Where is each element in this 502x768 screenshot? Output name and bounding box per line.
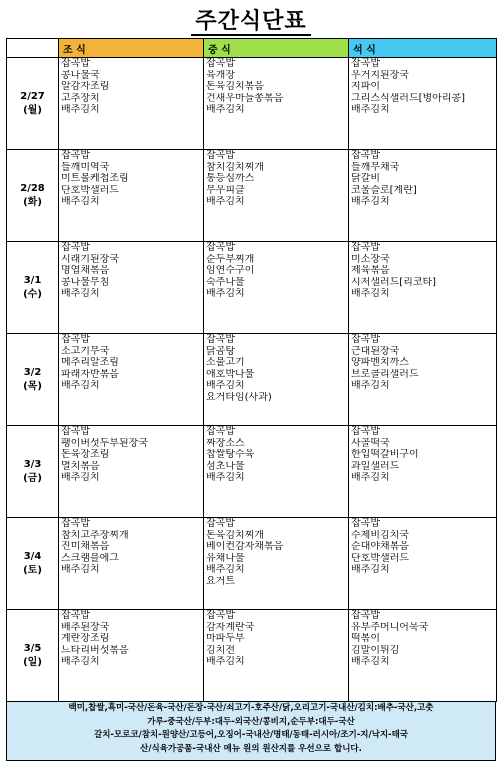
menu-item: 잡곡밥 xyxy=(61,242,90,253)
dinner-cell xyxy=(349,334,497,426)
menu-item: 배추김치 xyxy=(206,656,245,667)
breakfast-cell xyxy=(59,58,204,150)
menu-item: 콩나물무침 xyxy=(61,276,110,288)
menu-item: 잡곡밥 xyxy=(206,58,235,69)
day-weekday: (화) xyxy=(23,196,42,208)
header-dinner: 석 식 xyxy=(349,39,497,58)
day-weekday: (목) xyxy=(23,380,42,392)
menu-item: 소불고기 xyxy=(206,357,245,368)
menu-item: 참치김치찌개 xyxy=(206,161,264,173)
menu-item: 단호박샐러드 xyxy=(351,552,409,564)
breakfast-cell xyxy=(59,426,204,518)
menu-item: 양파멘치까스 xyxy=(351,357,409,368)
menu-item: 배추김치 xyxy=(206,196,245,207)
menu-item: 잡곡밥 xyxy=(351,150,380,161)
day-cell xyxy=(7,150,59,242)
dinner-cell xyxy=(349,150,497,242)
menu-item: 사골떡국 xyxy=(351,437,390,449)
menu-item: 배추김치 xyxy=(351,472,390,483)
page-title: 주간식단표 xyxy=(0,4,502,35)
day-cell xyxy=(7,426,59,518)
menu-item: 배추김치 xyxy=(351,656,390,667)
menu-item: 임연수구이 xyxy=(206,265,255,276)
lunch-cell xyxy=(204,334,349,426)
day-row xyxy=(7,518,497,610)
menu-item: 명엽채볶음 xyxy=(61,265,110,276)
menu-item: 배추김치 xyxy=(206,472,245,483)
menu-item: 배추김치 xyxy=(61,104,100,115)
menu-item: 잡곡밥 xyxy=(206,242,235,253)
menu-item: 잡곡밥 xyxy=(61,610,90,621)
menu-item: 수제비김치국 xyxy=(351,529,409,541)
menu-item: 숙주나물 xyxy=(206,276,245,288)
breakfast-cell xyxy=(59,610,204,702)
menu-item: 건새우마늘쫑볶음 xyxy=(206,92,284,104)
dinner-cell xyxy=(349,518,497,610)
menu-item: 콩나물국 xyxy=(61,69,100,81)
lunch-cell xyxy=(204,610,349,702)
menu-item: 잡곡밥 xyxy=(61,334,90,345)
day-date: 3/3 xyxy=(23,458,42,470)
lunch-cell xyxy=(204,58,349,150)
menu-item: 순두부찌개 xyxy=(206,253,255,265)
menu-item: 배추김치 xyxy=(206,564,245,575)
day-weekday: (수) xyxy=(23,288,42,300)
breakfast-cell xyxy=(59,242,204,334)
menu-item: 통등심까스 xyxy=(206,173,255,184)
menu-item: 배추김치 xyxy=(206,288,245,299)
menu-item: 코울슬로[계란] xyxy=(351,184,417,196)
menu-item: 근대된장국 xyxy=(351,345,400,357)
header-breakfast: 조 식 xyxy=(59,39,204,58)
menu-item: 요거트 xyxy=(206,575,235,587)
menu-item: 육개장 xyxy=(206,69,235,81)
menu-item: 닭갈비 xyxy=(351,173,380,184)
menu-item: 시래기된장국 xyxy=(61,253,119,265)
menu-item: 잡곡밥 xyxy=(206,518,235,529)
menu-item: 배추김치 xyxy=(61,564,100,575)
menu-item: 잡곡밥 xyxy=(61,150,90,161)
menu-item: 배추김치 xyxy=(351,380,390,391)
menu-item: 잡곡밥 xyxy=(351,426,380,437)
day-date: 3/4 xyxy=(23,550,42,562)
day-date: 3/1 xyxy=(23,274,42,286)
menu-item: 순대야채볶음 xyxy=(351,541,409,552)
day-cell xyxy=(7,242,59,334)
menu-item: 요거타임(사과) xyxy=(206,391,272,403)
day-weekday: (월) xyxy=(23,104,42,116)
menu-item: 돈육김치찌개 xyxy=(206,529,264,541)
menu-item: 돈육김치볶음 xyxy=(206,81,264,92)
menu-item: 감자계란국 xyxy=(206,621,255,633)
menu-item: 배추김치 xyxy=(61,380,100,391)
origin-line: 가루-중국산/두부:대두-외국산/콩비지,순두부:대두-국산 xyxy=(147,716,355,727)
menu-item: 유부주머니어묵국 xyxy=(351,621,429,633)
corner-cell xyxy=(7,39,59,58)
menu-item: 계란장조림 xyxy=(61,633,110,644)
menu-item: 들깨미역국 xyxy=(61,161,110,173)
menu-item: 배추김치 xyxy=(351,196,390,207)
menu-item: 무우피클 xyxy=(206,184,245,196)
day-row xyxy=(7,58,497,150)
day-cell xyxy=(7,58,59,150)
menu-item: 배추김치 xyxy=(351,104,390,115)
menu-item: 배추김치 xyxy=(61,472,100,483)
day-row xyxy=(7,150,497,242)
day-row xyxy=(7,334,497,426)
menu-item: 배추김치 xyxy=(206,380,245,391)
menu-item: 한입떡갈비구이 xyxy=(351,449,419,460)
menu-item: 우거지된장국 xyxy=(351,69,409,81)
origin-line: 백미,찹쌀,흑미-국산/돈육-국산/돈장-국산/쇠고기-호주산/닭,오리고기-국내산/김치:배추-국산,고춧 xyxy=(68,703,434,713)
menu-item: 김치전 xyxy=(206,644,235,656)
menu-item: 느타리버섯볶음 xyxy=(61,644,129,656)
day-weekday: (일) xyxy=(23,656,42,668)
menu-item: 단호박샐러드 xyxy=(61,184,119,196)
header-lunch: 중 식 xyxy=(204,39,349,58)
day-cell xyxy=(7,518,59,610)
menu-item: 제육볶음 xyxy=(351,265,390,276)
lunch-cell xyxy=(204,426,349,518)
menu-item: 베이컨감자채볶음 xyxy=(206,541,284,552)
menu-item: 배추김치 xyxy=(206,104,245,115)
menu-item: 잡곡밥 xyxy=(206,334,235,345)
menu-item: 마파두부 xyxy=(206,633,245,644)
day-row xyxy=(7,242,497,334)
origin-notice xyxy=(6,701,496,761)
dinner-cell xyxy=(349,58,497,150)
menu-item: 돈육장조림 xyxy=(61,449,110,460)
menu-item: 과일샐러드 xyxy=(351,460,400,472)
menu-item: 알감자조림 xyxy=(61,81,110,92)
menu-item: 배추된장국 xyxy=(61,621,110,633)
dinner-cell xyxy=(349,242,497,334)
weekly-menu-table xyxy=(6,38,497,702)
breakfast-cell xyxy=(59,150,204,242)
day-weekday: (금) xyxy=(23,472,42,484)
menu-item: 시저샐러드[리코타] xyxy=(351,276,437,288)
menu-item: 애호박나물 xyxy=(206,368,255,380)
day-date: 2/28 xyxy=(20,182,45,194)
dinner-cell xyxy=(349,610,497,702)
menu-item: 배추김치 xyxy=(61,288,100,299)
day-row xyxy=(7,610,497,702)
day-date: 3/5 xyxy=(23,642,42,654)
menu-item: 잡곡밥 xyxy=(206,426,235,437)
menu-item: 배추김치 xyxy=(61,196,100,207)
menu-item: 잡곡밥 xyxy=(351,58,380,69)
menu-item: 스크램블에그 xyxy=(61,552,119,564)
menu-item: 배추김치 xyxy=(61,656,100,667)
menu-item: 김말이튀김 xyxy=(351,644,400,656)
day-date: 2/27 xyxy=(20,90,45,102)
origin-line: 갈치-모로코/참치-원양산/고등어,오징어-국내산/명태/동태-러시아/조기-지/낙지-태국 xyxy=(94,730,408,740)
menu-item: 짜장소스 xyxy=(206,437,245,449)
menu-item: 그리스식샐러드[병아리콩] xyxy=(351,92,466,104)
menu-item: 고추장치 xyxy=(61,92,100,104)
menu-item: 잡곡밥 xyxy=(351,610,380,621)
lunch-cell xyxy=(204,150,349,242)
menu-item: 멸치볶음 xyxy=(61,460,100,472)
day-weekday: (토) xyxy=(23,564,42,576)
menu-item: 배추김치 xyxy=(351,288,390,299)
menu-item: 지파이 xyxy=(351,81,380,92)
origin-line: 산/식육가공품-국내산 메뉴 원의 원산지를 우선으로 합니다. xyxy=(140,743,362,754)
menu-item: 잡곡밥 xyxy=(351,242,380,253)
menu-item: 유채나물 xyxy=(206,552,245,564)
menu-item: 잡곡밥 xyxy=(61,518,90,529)
menu-item: 닭곰탕 xyxy=(206,345,235,357)
menu-item: 미소장국 xyxy=(351,253,390,265)
breakfast-cell xyxy=(59,334,204,426)
menu-item: 섬초나물 xyxy=(206,460,245,472)
menu-item: 찹쌀탕수육 xyxy=(206,449,255,460)
day-cell xyxy=(7,610,59,702)
menu-item: 잡곡밥 xyxy=(61,426,90,437)
menu-item: 잡곡밥 xyxy=(351,334,380,345)
menu-item: 잡곡밥 xyxy=(206,610,235,621)
menu-item: 잡곡밥 xyxy=(206,150,235,161)
menu-item: 들깨무채국 xyxy=(351,161,400,173)
menu-item: 떡볶이 xyxy=(351,633,380,644)
lunch-cell xyxy=(204,242,349,334)
menu-item: 소고기무국 xyxy=(61,345,110,357)
day-date: 3/2 xyxy=(23,366,42,378)
menu-item: 배추김치 xyxy=(351,564,390,575)
day-cell xyxy=(7,334,59,426)
menu-item: 팽이버섯두부된장국 xyxy=(61,437,148,449)
menu-item: 참치고추장찌개 xyxy=(61,529,129,541)
menu-item: 메추리알조림 xyxy=(61,357,119,368)
menu-item: 파래자반볶음 xyxy=(61,368,119,380)
menu-item: 잡곡밥 xyxy=(61,58,90,69)
menu-item: 진미채볶음 xyxy=(61,541,110,552)
menu-item: 잡곡밥 xyxy=(351,518,380,529)
menu-item: 미트볼케첩조림 xyxy=(61,173,129,184)
dinner-cell xyxy=(349,426,497,518)
lunch-cell xyxy=(204,518,349,610)
breakfast-cell xyxy=(59,518,204,610)
menu-item: 브로콜리샐러드 xyxy=(351,368,419,380)
day-row xyxy=(7,426,497,518)
